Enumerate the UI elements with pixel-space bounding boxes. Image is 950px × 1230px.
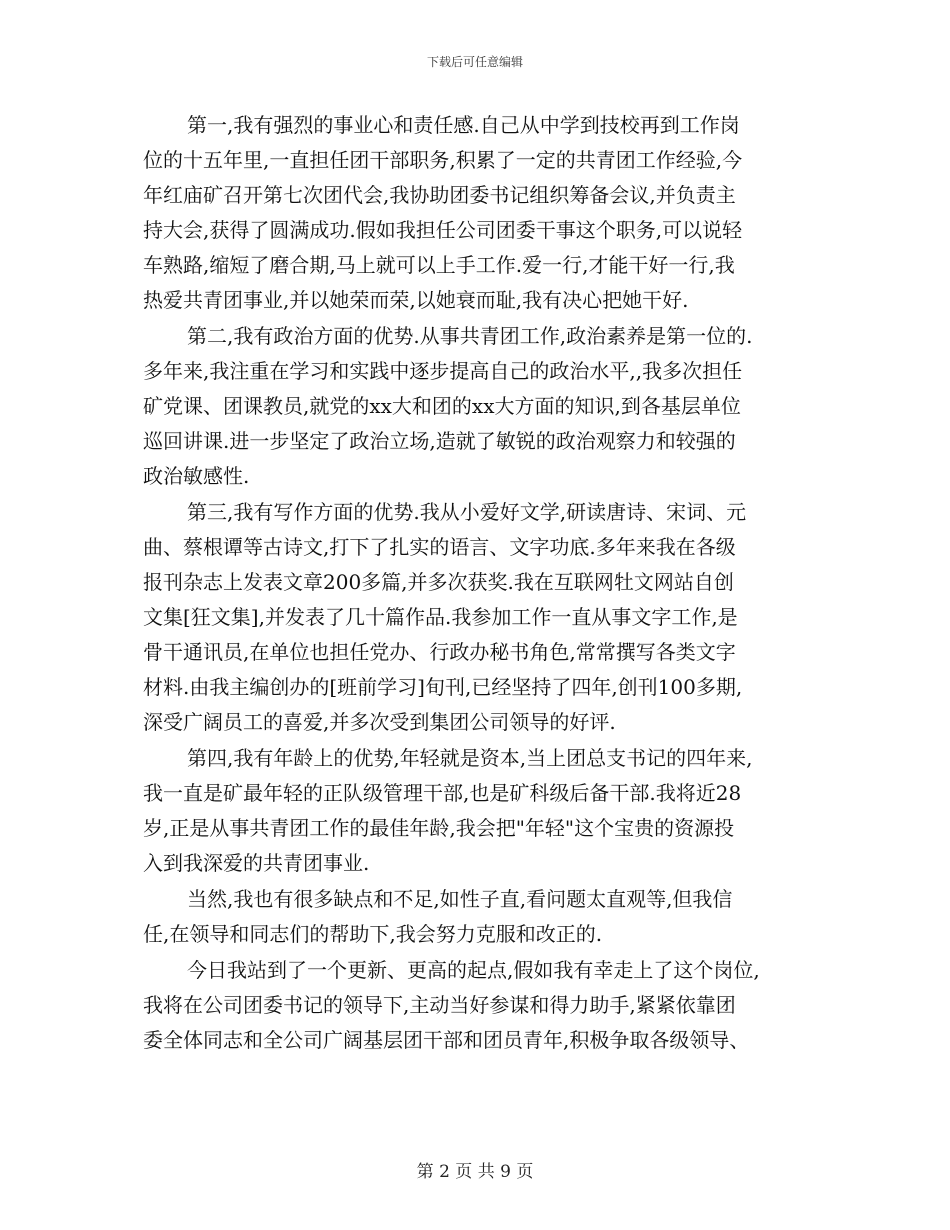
text-line: 当然,我也有很多缺点和不足,如性子直,看问题太直观等,但我信 — [187, 887, 733, 911]
text-line: 第三,我有写作方面的优势.我从小爱好文学,研读唐诗、宋词、元 — [187, 500, 747, 524]
text-line: 第四,我有年龄上的优势,年轻就是资本,当上团总支书记的四年来, — [187, 746, 753, 770]
text-line: 我一直是矿最年轻的正队级管理干部,也是矿科级后备干部.我将近28 — [143, 781, 742, 805]
text-line: 位的十五年里,一直担任团干部职务,积累了一定的共青团工作经验,今 — [143, 148, 743, 172]
page-footer: 第 2 页 共 9 页 — [416, 1162, 534, 1182]
paragraph-5 — [143, 882, 813, 952]
page-header: 下载后可任意编辑 — [426, 55, 523, 69]
text-line: 今日我站到了一个更新、更高的起点,假如我有幸走上了这个岗位, — [187, 958, 760, 982]
paragraph-6 — [143, 953, 813, 1058]
text-line: 多年来,我注重在学习和实践中逐步提高自己的政治水平,,我多次担任 — [143, 359, 743, 383]
text-line: 巡回讲课.进一步坚定了政治立场,造就了敏锐的政治观察力和较强的 — [143, 429, 736, 453]
text-line: 入到我深爱的共青团事业. — [143, 851, 370, 875]
text-line: 第一,我有强烈的事业心和责任感.自己从中学到技校再到工作岗 — [187, 113, 740, 137]
text-line: 文集[狂文集],并发表了几十篇作品.我参加工作一直从事文字工作,是 — [143, 605, 738, 629]
paragraph-1 — [143, 108, 813, 318]
text-line: 年红庙矿召开第七次团代会,我协助团委书记组织筹备会议,并负责主 — [143, 183, 736, 207]
text-line: 矿党课、团课教员,就党的xx大和团的xx大方面的知识,到各基层单位 — [143, 394, 741, 418]
text-line: 我将在公司团委书记的领导下,主动当好参谋和得力助手,紧紧依靠团 — [143, 993, 736, 1017]
text-line: 岁,正是从事共青团工作的最佳年龄,我会把"年轻"这个宝贵的资源投 — [143, 816, 735, 840]
text-line: 材料.由我主编创办的[班前学习]旬刊,已经坚持了四年,创刊100多期, — [143, 675, 743, 699]
text-line: 曲、蔡根谭等古诗文,打下了扎实的语言、文字功底.多年来我在各级 — [143, 535, 736, 559]
document-body — [143, 108, 813, 1058]
text-line: 政治敏感性. — [143, 464, 250, 488]
paragraph-3 — [143, 495, 813, 740]
paragraph-4 — [143, 741, 813, 881]
text-line: 任,在领导和同志们的帮助下,我会努力克服和改正的. — [143, 922, 603, 946]
text-line: 热爱共青团事业,并以她荣而荣,以她衰而耻,我有决心把她干好. — [143, 288, 689, 312]
text-line: 深受广阔员工的喜爱,并多次受到集团公司领导的好评. — [143, 710, 616, 734]
text-line: 报刊杂志上发表文章200多篇,并多次获奖.我在互联网牡文网站自创 — [143, 570, 734, 594]
text-line: 持大会,获得了圆满成功.假如我担任公司团委干事这个职务,可以说轻 — [143, 218, 743, 242]
paragraph-2 — [143, 319, 813, 494]
text-line: 委全体同志和全公司广阔基层团干部和团员青年,积极争取各级领导、 — [143, 1028, 750, 1052]
text-line: 第二,我有政治方面的优势.从事共青团工作,政治素养是第一位的. — [187, 324, 753, 348]
text-line: 车熟路,缩短了磨合期,马上就可以上手工作.爱一行,才能干好一行,我 — [143, 253, 735, 277]
text-line: 骨干通讯员,在单位也担任党办、行政办秘书角色,常常撰写各类文字 — [143, 640, 736, 664]
